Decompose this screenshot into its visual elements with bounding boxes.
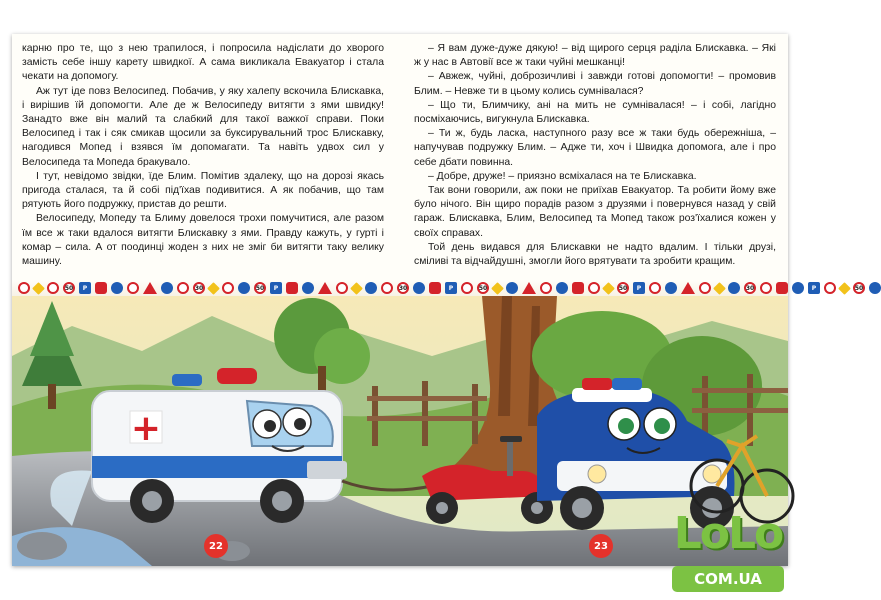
speed-limit-sign-icon: 50 [617, 282, 629, 294]
right-paragraph: – Авжеж, чуйні, доброзичливі і завжди готові допомогти! – промовив Блим. – Невже ти в цьому колись сумнівалася? [414, 71, 776, 97]
prohibition-sign-icon [824, 282, 836, 294]
parking-sign-icon: P [270, 282, 282, 294]
direction-sign-icon [665, 282, 677, 294]
warning-sign-icon [681, 282, 695, 294]
logo-domain: COM.UA [672, 566, 784, 592]
priority-road-sign-icon [838, 282, 851, 295]
prohibition-sign-icon [649, 282, 661, 294]
parking-sign-icon: P [445, 282, 457, 294]
left-paragraph: І тут, невідомо звідки, їде Блим. Помітив здалеку, що на дорозі якась пригода сталася, та й собі під'їхав подивитися. А як побачив, що там рятують його подружку, пристав до решти. [22, 170, 384, 211]
direction-sign-icon [869, 282, 881, 294]
speed-limit-sign-icon: 30 [397, 282, 409, 294]
direction-sign-icon [302, 282, 314, 294]
priority-road-sign-icon [713, 282, 726, 295]
priority-road-sign-icon [207, 282, 220, 295]
road-signs-border [12, 280, 864, 296]
right-paragraph: – Добре, друже! – приязно всміхалася на те Блискавка. [428, 170, 697, 182]
right-paragraph: Той день видався для Блискавки не надто вдалим. І тільки друзі, сміливі та відчайдушні, змогли його врятувати та зробити кращим. [414, 241, 776, 268]
direction-sign-icon [728, 282, 740, 294]
left-page-text [22, 34, 384, 284]
warning-sign-icon [143, 282, 157, 294]
prohibition-sign-icon [177, 282, 189, 294]
direction-sign-icon [238, 282, 250, 294]
parking-sign-icon: P [633, 282, 645, 294]
stop-sign-icon [286, 282, 298, 294]
prohibition-sign-icon [381, 282, 393, 294]
right-paragraph: – Я вам дуже-дуже дякую! – від щирого серця раділа Блискавка. – Які ж у нас в Автовії все ж таки чуйні мешканці! [414, 43, 776, 69]
direction-sign-icon [413, 282, 425, 294]
parking-sign-icon: P [79, 282, 91, 294]
direction-sign-icon [792, 282, 804, 294]
prohibition-sign-icon [588, 282, 600, 294]
right-paragraph: – Ти ж, будь ласка, наступного разу все ж таки будь обережніша, – напучував подружку Блим. – Адже ти, хоч і Швидка допомога, але і про себе дбати повинна. [414, 128, 776, 168]
prohibition-sign-icon [336, 282, 348, 294]
warning-sign-icon [318, 282, 332, 294]
right-paragraph: Так вони говорили, аж поки не приїхав Евакуатор. Та робити йому вже було нічого. Він щиро порадів разом з друзями і повернувся назад у свій гараж. Блискавка, Блим, Велосипед та Мопед також роз'їхалися кожен у своїх справах. [414, 185, 776, 239]
prohibition-sign-icon [461, 282, 473, 294]
direction-sign-icon [161, 282, 173, 294]
priority-road-sign-icon [491, 282, 504, 295]
stop-sign-icon [429, 282, 441, 294]
prohibition-sign-icon [222, 282, 234, 294]
warning-sign-icon [522, 282, 536, 294]
parking-sign-icon: P [808, 282, 820, 294]
speed-limit-sign-icon: 50 [853, 282, 865, 294]
stop-sign-icon [776, 282, 788, 294]
prohibition-sign-icon [540, 282, 552, 294]
stop-sign-icon [572, 282, 584, 294]
direction-sign-icon [506, 282, 518, 294]
page-number: 22 [204, 534, 228, 558]
right-paragraph: – Що ти, Блимчику, ані на мить не сумнівалася! – і собі, лагідно посміхаючись, вигукнула Блискавка. [414, 99, 776, 126]
prohibition-sign-icon [760, 282, 772, 294]
book-spread [12, 34, 864, 566]
speed-limit-sign-icon: 50 [477, 282, 489, 294]
right-page-text [414, 34, 776, 284]
direction-sign-icon [111, 282, 123, 294]
direction-sign-icon [556, 282, 568, 294]
prohibition-sign-icon [47, 282, 59, 294]
red-cross-icon: + [130, 408, 162, 449]
stop-sign-icon [95, 282, 107, 294]
priority-road-sign-icon [350, 282, 363, 295]
page-number: 23 [589, 534, 613, 558]
logo-word: LoLo [673, 508, 783, 559]
prohibition-sign-icon [127, 282, 139, 294]
priority-road-sign-icon [32, 282, 45, 295]
left-paragraph: карню про те, що з нею трапилося, і попросила надіслати до хворого замість себе іншу карету швидкої. А сама викликала Евакуатор і стала чекати на допомогу. [22, 43, 384, 83]
direction-sign-icon [365, 282, 377, 294]
left-paragraph: Аж тут іде повз Велосипед. Побачив, у яку халепу вскочила Блискавка, і вирішив їй допомогти. Але де ж Велосипеду витягти з ями швидку! Занадто вже він малий та слабкий для такої важкої справи. Поки Велосипед і так і сяк смикав щосили за буксирувальний трос Блискавку, нагодився Мопед і взявся їм допомагати. Та навіть удвох сил у Велосипеда та Мопеда бракувало. [22, 85, 384, 168]
ambulance [92, 368, 347, 523]
speed-limit-sign-icon: 30 [193, 282, 205, 294]
speed-limit-sign-icon: 30 [744, 282, 756, 294]
left-paragraph: Велосипеду, Мопеду та Блиму довелося трохи помучитися, але разом їм все ж таки вдалося витягти Блискавку з ями. Правду кажуть, у гурті і комар – сила. А от поодинці жоден з них не зміг би витягти таку велику машину. [22, 213, 384, 268]
prohibition-sign-icon [18, 282, 30, 294]
priority-road-sign-icon [602, 282, 615, 295]
prohibition-sign-icon [699, 282, 711, 294]
speed-limit-sign-icon: 50 [63, 282, 75, 294]
lolo-watermark-logo [660, 508, 796, 594]
speed-limit-sign-icon: 50 [254, 282, 266, 294]
